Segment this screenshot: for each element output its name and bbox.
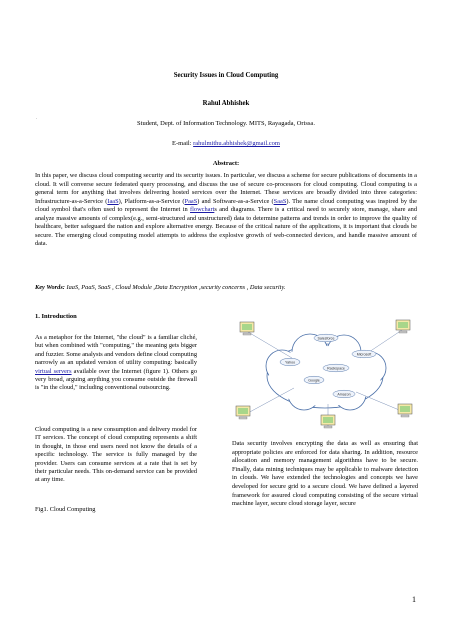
label-microsoft: Microsoft [356,352,372,357]
cloud-computing-figure [232,318,418,430]
page-number: 1 [412,595,416,604]
right-column-paragraph: Data security involves encrypting the data as well as ensuring that appropriate policies are enforced for data sharing. In addition, resource allocation and memory management algorithms have to be secure. Finally, data mining techniques may be applicable to malware detection in clouds. We have extended the technologies and concepts we have developed for secure grid to a secure cloud. We have defined a layered framework for assured cloud computing consisting of the secure virtual machine layer, secure cloud storage layer, secure [232,440,418,508]
intro-paragraph-2: Cloud computing is a new consumption and delivery model for IT services. The concept of cloud computing represents a shift in thought, in those end users need not know the details of a specific technology. The service is fully managed by the provider. Users can consume services at a rate that is set by their particular needs. This on-demand service can be provided at any time. [35,426,197,484]
label-amazon: Amazon [337,392,351,397]
label-rackspace: Rackspace [327,366,345,371]
abstract-text: ). The name cloud computing was inspired by the cloud symbol that's often used to represent the Internet in [35,197,417,213]
stray-marker: . [36,116,38,121]
paper-title: Security Issues in Cloud Computing [173,72,279,79]
link-paas[interactable]: PaaS [184,197,198,205]
link-saas[interactable]: SaaS [273,197,287,205]
keywords [35,284,417,293]
author-name: Rahul Abhishek [202,100,250,107]
keywords-label: Key Words: [35,284,65,291]
computer-icon [398,404,412,417]
computer-icon [236,406,250,419]
computer-icon [240,322,254,335]
abstract-heading: Abstract: [212,160,240,167]
link-iaas[interactable]: IaaS [107,197,119,205]
email-link[interactable]: rahulmithu.abhishek@gmail.com [193,140,280,147]
label-salesforce: Salesforce [317,336,335,341]
computer-icon [321,415,335,428]
author-email [0,140,452,147]
intro-text: available over the Internet (figure 1). Others go very broad, arguing anything you consume outside the firewall is "in the cloud," including conventional outsourcing. [35,367,197,392]
intro-paragraph-1 [35,334,197,393]
abstract-text: In this paper, we discuss cloud computing security and its security issues. In particular, we discuss a scheme for secure publications of documents in a cloud. It will converse secure federated query processing, and discuss the use of secure co-processors for cloud computing. Cloud computing is a general term for anything that involves delivering hosted services over the Internet. These services are broadly divided into three categories: Infrastructure-as-a-Service ( [35,172,417,205]
link-virtual-servers[interactable]: virtual servers [35,367,72,375]
intro-text: As a metaphor for the Internet, "the cloud" is a familiar cliché, but when combined with "computing," the meaning gets bigger and fuzzier. Some analysts and vendors define cloud computing narrowly as an updated version of utility computing: basically [35,334,197,367]
label-yahoo: Yahoo [284,360,296,365]
cloud-shape [266,334,386,410]
section-heading-introduction: 1. Introduction [35,313,77,320]
abstract-text: s and diagrams. There is a critical need to securely store, manage, share and analyze massive amounts of complex(e.g., semi-structured and unstructured) data to determine patterns and trends in order to improve the quality of healthcare, better safeguard the nation and explore alternative energy. Because of the critical nature of the applications, it is important that clouds be secure. The emerging cloud computing model attempts to address the explosive growth of web-connected devices, and handle massive amount of data. [35,206,417,247]
abstract-body [35,172,417,249]
abstract-text: ) and Software-as-a-Service ( [197,197,274,205]
computer-icon [396,320,410,333]
link-flowchart[interactable]: flowchart [190,206,215,213]
email-label: E-mail: [172,140,194,147]
label-google: Google [308,378,320,383]
abstract-text: ), Platform-as-a-Service ( [118,197,185,205]
keywords-list: IaaS, PaaS, SaaS , Cloud Module ,Data Encryption ,security concerns , Data security. [64,284,286,291]
author-affiliation: Student, Dept. of Information Technology. MITS, Rayagada, Orissa. [137,120,315,127]
figure-caption: Fig1. Cloud Computing [35,506,96,513]
